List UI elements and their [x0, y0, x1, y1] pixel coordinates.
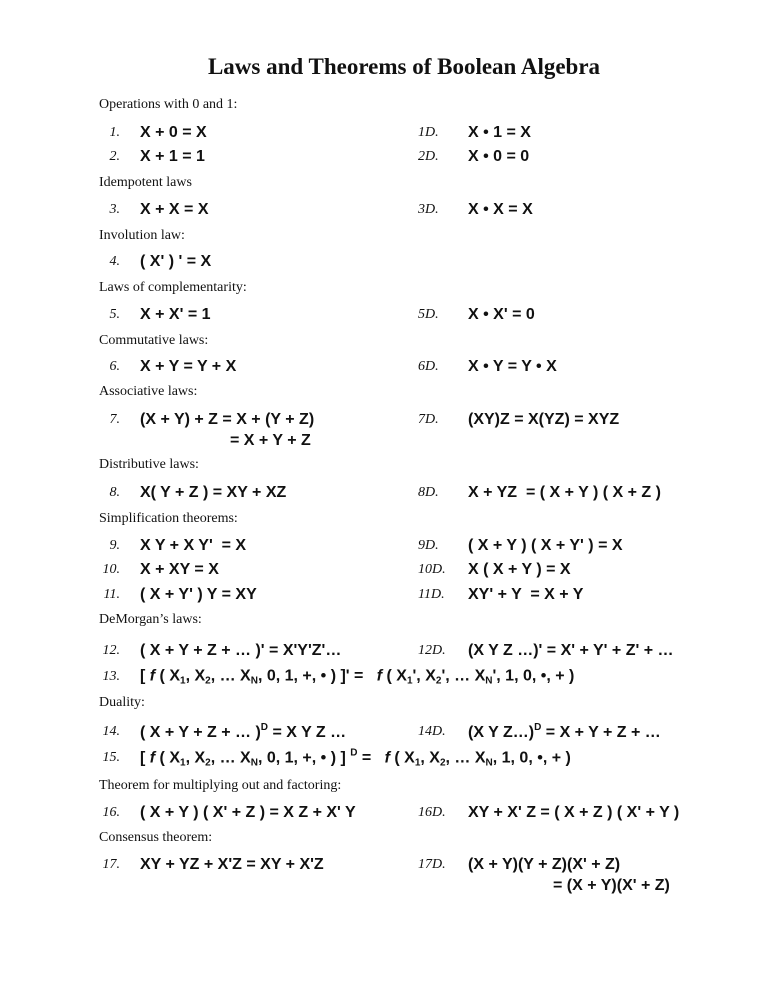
dual-law-formula: X • X = X [468, 201, 533, 218]
page-title: Laws and Theorems of Boolean Algebra [207, 54, 601, 79]
formula-segment: f [376, 667, 383, 685]
law-number: 6. [109, 359, 120, 374]
law-number: 3. [109, 202, 120, 217]
dual-law-formula: ( X + Y ) ( X + Y' ) = X [468, 537, 623, 554]
dual-law-formula: X + YZ = ( X + Y ) ( X + Z ) [468, 484, 661, 501]
law-number: 5. [109, 307, 120, 322]
law-number: 14. [102, 724, 120, 739]
law-number: 12. [102, 643, 120, 658]
law-formula: (X + Y) + Z = X + (Y + Z) [140, 411, 315, 428]
formula-segment: , … X [210, 749, 251, 767]
formula-segment: ( X [155, 749, 180, 767]
dual-law-number: 6D. [418, 359, 439, 374]
formula-segment: ( X [389, 749, 415, 767]
formula-segment: ', … X [441, 667, 486, 685]
dual-law-formula: X ( X + Y ) = X [468, 561, 571, 578]
law-formula: XY + YZ + X'Z = XY + X'Z [140, 856, 324, 873]
formula-segment: , … X [210, 667, 251, 685]
formula-segment: ( X [155, 667, 180, 685]
law-formula [140, 668, 574, 687]
formula-segment: D [534, 722, 542, 733]
dual-law-formula: X • X' = 0 [468, 306, 535, 323]
formula-segment: 1 [414, 757, 421, 769]
formula-segment: 1 [180, 757, 186, 769]
dual-law-formula: XY + X' Z = ( X + Z ) ( X' + Y ) [468, 804, 680, 821]
dual-law-number: 8D. [418, 485, 439, 500]
section-heading: Idempotent laws [99, 175, 192, 190]
formula-segment: , X [185, 667, 206, 685]
law-formula-continuation: = X + Y + Z [230, 432, 311, 449]
dual-law-number: 10D. [418, 562, 446, 577]
law-number: 4. [109, 254, 120, 269]
law-formula: X + Y = Y + X [140, 358, 237, 375]
formula-segment: f [149, 667, 156, 685]
formula-segment: = [357, 749, 385, 767]
law-number: 15. [102, 750, 120, 765]
formula-segment: , … X [445, 749, 486, 767]
formula-segment: D [350, 747, 358, 759]
dual-law-number: 2D. [418, 149, 439, 164]
law-number: 2. [109, 149, 120, 164]
dual-law-formula: (X Y Z …)' = X' + Y' + Z' + … [468, 642, 674, 659]
formula-segment: f [384, 749, 390, 767]
law-formula: ( X' ) ' = X [140, 253, 212, 270]
dual-law-number: 9D. [418, 538, 439, 553]
law-formula: X( Y + Z ) = XY + XZ [140, 484, 287, 501]
formula-segment: [ [140, 749, 150, 767]
formula-segment: , X [420, 749, 440, 767]
dual-law-number: 12D. [418, 643, 446, 658]
formula-segment: 2 [439, 757, 446, 769]
dual-law-formula: X • 0 = 0 [468, 148, 530, 165]
section-heading: Laws of complementarity: [99, 280, 247, 295]
dual-law-number: 1D. [418, 125, 439, 140]
formula-segment: N [250, 757, 258, 769]
section-heading: Simplification theorems: [99, 511, 238, 526]
formula-segment: 1 [406, 675, 413, 687]
section-heading: Commutative laws: [99, 333, 209, 348]
law-formula: ( X + Y' ) Y = XY [140, 586, 257, 603]
law-number: 17. [102, 857, 120, 872]
dual-law-formula: (X + Y)(Y + Z)(X' + Z) [468, 856, 621, 873]
dual-law-number: 7D. [418, 412, 439, 427]
law-formula: ( X + Y + Z + … )' = X'Y'Z'… [140, 642, 342, 659]
law-formula [140, 722, 346, 742]
section-heading: Operations with 0 and 1: [99, 97, 238, 112]
formula-segment: ( X [382, 667, 407, 685]
section-heading: Distributive laws: [99, 457, 199, 472]
law-number: 16. [102, 805, 120, 820]
law-number: 9. [109, 538, 120, 553]
section-heading: Involution law: [99, 228, 185, 243]
section-heading: DeMorgan’s laws: [99, 612, 202, 627]
law-number: 1. [109, 125, 120, 140]
section-heading: Theorem for multiplying out and factoring: [99, 778, 342, 793]
law-formula: X + 1 = 1 [140, 148, 205, 165]
formula-segment: , X [185, 749, 206, 767]
dual-law-number: 16D. [418, 805, 446, 820]
dual-law-number: 17D. [418, 857, 446, 872]
formula-segment: ', X [412, 667, 436, 685]
formula-segment: ', 1, 0, •, + ) [492, 667, 575, 685]
formula-segment: N [485, 675, 493, 687]
dual-law-formula: X • 1 = X [468, 124, 531, 141]
law-formula [140, 748, 571, 769]
dual-law-number: 11D. [418, 587, 445, 602]
dual-law-formula: X • Y = Y • X [468, 358, 557, 375]
formula-segment: = X Y Z … [268, 724, 347, 741]
law-number: 13. [102, 669, 120, 684]
formula-segment: , 0, 1, +, • ) ] [257, 749, 351, 767]
formula-segment: 2 [435, 675, 442, 687]
law-number: 11. [103, 587, 120, 602]
law-formula: X + X = X [140, 201, 209, 218]
law-formula: ( X + Y ) ( X' + Z ) = X Z + X' Y [140, 804, 356, 821]
law-number: 7. [109, 412, 120, 427]
section-heading: Consensus theorem: [99, 830, 213, 845]
formula-segment: , 0, 1, +, • ) ]' = [257, 667, 377, 685]
dual-law-formula [468, 722, 661, 742]
section-heading: Associative laws: [99, 384, 198, 399]
formula-segment: (X Y Z…) [468, 724, 535, 741]
law-formula: X + 0 = X [140, 124, 207, 141]
formula-segment: 1 [180, 675, 186, 687]
law-formula: X Y + X Y' = X [140, 537, 247, 554]
formula-segment: , 1, 0, •, + ) [492, 749, 571, 767]
formula-segment: f [149, 749, 156, 767]
law-number: 8. [109, 485, 120, 500]
formula-segment: D [260, 722, 269, 733]
dual-law-number: 14D. [418, 724, 446, 739]
dual-law-number: 5D. [418, 307, 439, 322]
dual-law-formula-continuation: = (X + Y)(X' + Z) [553, 877, 670, 894]
dual-law-number: 3D. [418, 202, 439, 217]
formula-segment: ( X + Y + Z + … ) [140, 724, 261, 741]
formula-segment: [ [140, 667, 150, 685]
formula-segment: N [250, 675, 258, 687]
law-formula: X + X' = 1 [140, 306, 211, 323]
formula-segment: = X + Y + Z + … [541, 724, 661, 741]
law-number: 10. [102, 562, 120, 577]
dual-law-formula: XY' + Y = X + Y [468, 586, 584, 603]
formula-segment: N [485, 757, 493, 769]
dual-law-formula: (XY)Z = X(YZ) = XYZ [468, 411, 620, 428]
section-heading: Duality: [99, 695, 145, 710]
formula-segment: 2 [205, 675, 211, 687]
formula-segment: 2 [205, 757, 211, 769]
law-formula: X + XY = X [140, 561, 219, 578]
